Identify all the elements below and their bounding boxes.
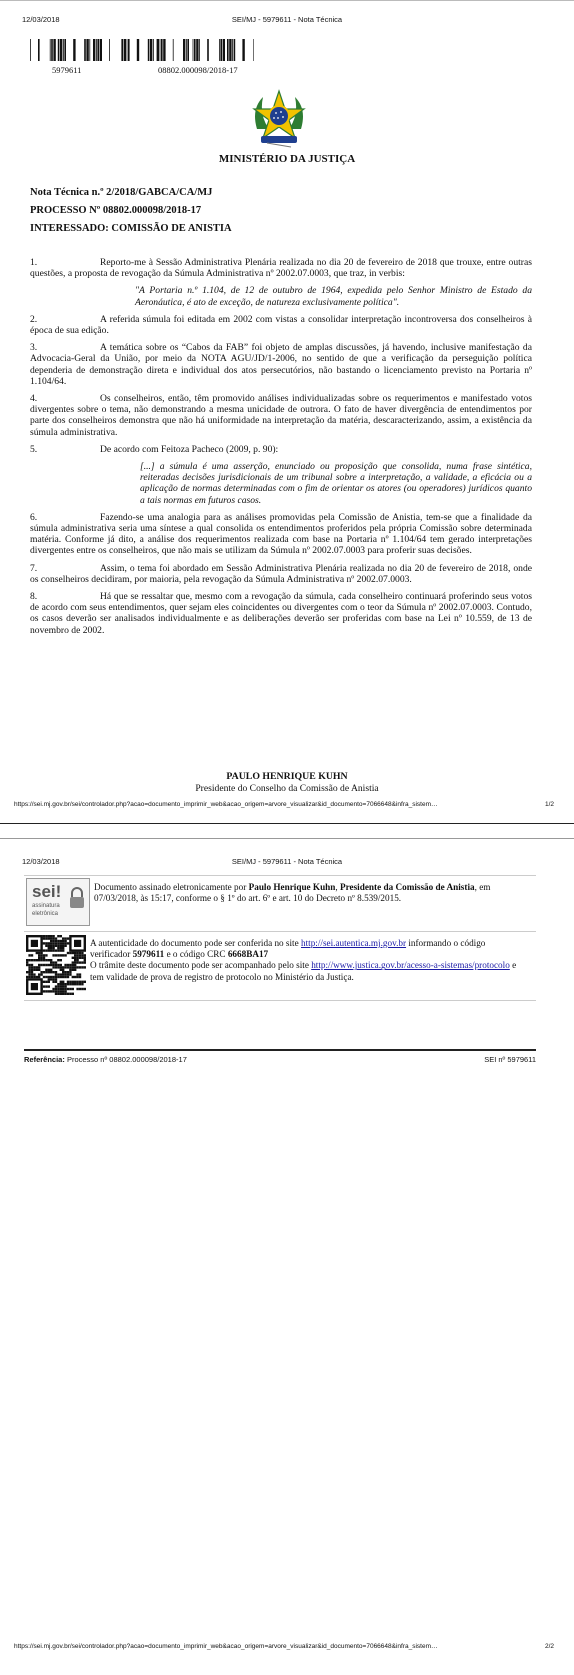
print-date: 12/03/2018 bbox=[22, 15, 60, 24]
print-title: SEI/MJ - 5979611 - Nota Técnica bbox=[231, 857, 343, 866]
paragraph-8: 8. Há que se ressaltar que, mesmo com a revogação da súmula, cada conselheiro continuará proferindo seus votos de acordo com seus entendimentos, quer sejam eles coincidentes ou divergentes com o teor da Súmula nº 2002.07.0003. Contudo, os casos deverão ser analisados individualmente e as deliberações deverão ser proferidas com base na Lei nº 10.559, de 13 de novembro de 2002. bbox=[30, 591, 532, 636]
verification-code: 5979611 bbox=[132, 949, 165, 960]
paragraph-6: 6. Fazendo-se uma analogia para as análises promovidas pela Comissão de Anistia, tem-se que a finalidade da súmula administrativa seria uma síntese a qual consolida os entendimentos proferidos pela própria Comissão sobre determinada matéria. Conforme já dito, a análise dos requerimentos realizada com base na Portaria nº 1.104/64 tem gerado interpretações divergentes entre os conselheiros, que não mais se utilizam da Súmula nº 2002.07.0003 para proferir suas decisões. bbox=[30, 511, 532, 557]
sei-seal-icon: sei! assinatura eletrônica bbox=[26, 878, 90, 926]
page-2 bbox=[0, 838, 574, 1675]
print-url: https://sei.mj.gov.br/sei/controlador.php?acao=documento_imprimir_web&acao_origem=arvore_visualizar&id_documento=7066648&infra_sistem… bbox=[14, 801, 438, 808]
nota-tecnica-number: Nota Técnica n.º 2/2018/GABCA/CA/MJ bbox=[30, 187, 213, 198]
signer-name: Paulo Henrique Kuhn bbox=[248, 882, 336, 892]
paragraph-1: 1. Reporto-me à Sessão Administrativa Plenária realizada no dia 20 de fevereiro de 2018 que trouxe, entre outras questões, a proposta de revogação da Súmula Administrativa nº 2002.07.0003, que traz, in verbis: bbox=[30, 257, 532, 280]
print-header bbox=[22, 15, 552, 27]
signatory-name: PAULO HENRIQUE KUHN bbox=[226, 771, 348, 782]
authenticity-box bbox=[24, 931, 536, 1001]
page-number: 1/2 bbox=[544, 801, 554, 808]
interested-party: INTERESSADO: COMISSÃO DE ANISTIA bbox=[30, 223, 232, 234]
signer-role: Presidente da Comissão de Anistia bbox=[340, 882, 475, 892]
quote-portaria: "A Portaria n.º 1.104, de 12 de outubro de 1964, expedida pelo Senhor Ministro de Estado da Aeronáutica, é ato de exceção, de natureza exclusivamente política". bbox=[135, 285, 532, 308]
signatory-role: Presidente do Conselho da Comissão de Anistia bbox=[195, 783, 379, 794]
authenticity-link[interactable]: http://sei.autentica.mj.gov.br bbox=[301, 938, 407, 948]
quote-feitoza-pacheco: [...] a súmula é uma asserção, enunciado ou proposição que consolida, numa frase sintética, reiteradas decisões jurisdicionais de um tribunal sobre a interpretação, a validade, a eficácia ou a aplicação de normas determinadas com o fim de orientar os atores (ou operadores) jurídicos quanto a tais normas em futuros casos. bbox=[140, 461, 532, 506]
barcode-process-number-label: 08802.000098/2018-17 bbox=[158, 65, 238, 75]
reference-process: Referência: Processo nº 08802.000098/2018-17 bbox=[24, 1055, 187, 1064]
print-url: https://sei.mj.gov.br/sei/controlador.php?acao=documento_imprimir_web&acao_origem=arvore_visualizar&id_documento=7066648&infra_sistem… bbox=[14, 1643, 438, 1650]
barcode-process-number bbox=[120, 39, 254, 61]
reference-sei-number: SEI nº 5979611 bbox=[484, 1055, 536, 1064]
barcode-document-id-label: 5979611 bbox=[52, 65, 82, 75]
electronic-signature-box bbox=[24, 875, 536, 930]
print-date: 12/03/2018 bbox=[22, 857, 60, 866]
print-header bbox=[22, 857, 552, 869]
paragraph-7: 7. Assim, o tema foi abordado em Sessão Administrativa Plenária realizada no dia 20 de fevereiro de 2018, onde os conselheiros decidiram, por maioria, pela revogação da Súmula Administrativa nº 2002.07.0003. bbox=[30, 562, 532, 585]
qr-code-icon bbox=[26, 934, 86, 996]
page-number: 2/2 bbox=[544, 1643, 554, 1650]
coat-of-arms-icon bbox=[247, 89, 311, 151]
paragraph-2: 2. A referida súmula foi editada em 2002 com vistas a consolidar interpretação incontroversa dos conselheiros à época de sua edição. bbox=[30, 313, 532, 337]
barcode-document-id bbox=[30, 39, 112, 61]
authenticity-statement: A autenticidade do documento pode ser conferida no site http://sei.autentica.mj.gov.br informando o código verificador 5979611 e o código CRC 6668BA17 O trâmite deste documento pode ser acompanhado pelo site http://www.justica.gov.br/acesso-a-sistemas/protocolo e tem validade de prova de registro de protocolo no Ministério da Justiça. bbox=[90, 938, 517, 982]
paragraph-3: 3. A temática sobre os “Cabos da FAB” foi objeto de amplas discussões, já havendo, inclusive manifestação da Advocacia-Geral da União, por meio da NOTA AGU/JD/1-2006, no sentido de que a verificação da perseguição política dependeria de demonstração direta e individual dos atos persecutórios, não bastando o licenciamento previsto na Portaria nº 1.104/64. bbox=[30, 342, 532, 387]
print-title: SEI/MJ - 5979611 - Nota Técnica bbox=[231, 15, 343, 24]
paragraph-5: 5. De acordo com Feitoza Pacheco (2009, p. 90): bbox=[30, 443, 279, 455]
paragraph-4: 4. Os conselheiros, então, têm promovido análises individualizadas sobre os requerimentos e manifestado votos divergentes sobre o tema, não demonstrando a mesma unicidade de outrora. O fato de haver divergência de entendimentos por parte dos conselheiros demonstra que não há uniformidade na interpretação da matéria, descaracterizando, assim, a existência da súmula administrativa. bbox=[30, 393, 532, 438]
document-body bbox=[30, 257, 532, 642]
signature-statement: Documento assinado eletronicamente por Paulo Henrique Kuhn, Presidente da Comissão de Anistia, em 07/03/2018, às 15:17, conforme o § 1º do art. 6º e art. 10 do Decreto nº 8.539/2015. bbox=[94, 882, 491, 904]
protocol-link[interactable]: http://www.justica.gov.br/acesso-a-sistemas/protocolo bbox=[311, 960, 510, 971]
process-number: PROCESSO Nº 08802.000098/2018-17 bbox=[30, 205, 202, 216]
lock-icon bbox=[68, 887, 86, 909]
crc-code: 6668BA17 bbox=[227, 949, 269, 960]
ministry-title: MINISTÉRIO DA JUSTIÇA bbox=[218, 153, 356, 165]
page-1 bbox=[0, 0, 574, 824]
reference-bar bbox=[24, 1049, 536, 1064]
